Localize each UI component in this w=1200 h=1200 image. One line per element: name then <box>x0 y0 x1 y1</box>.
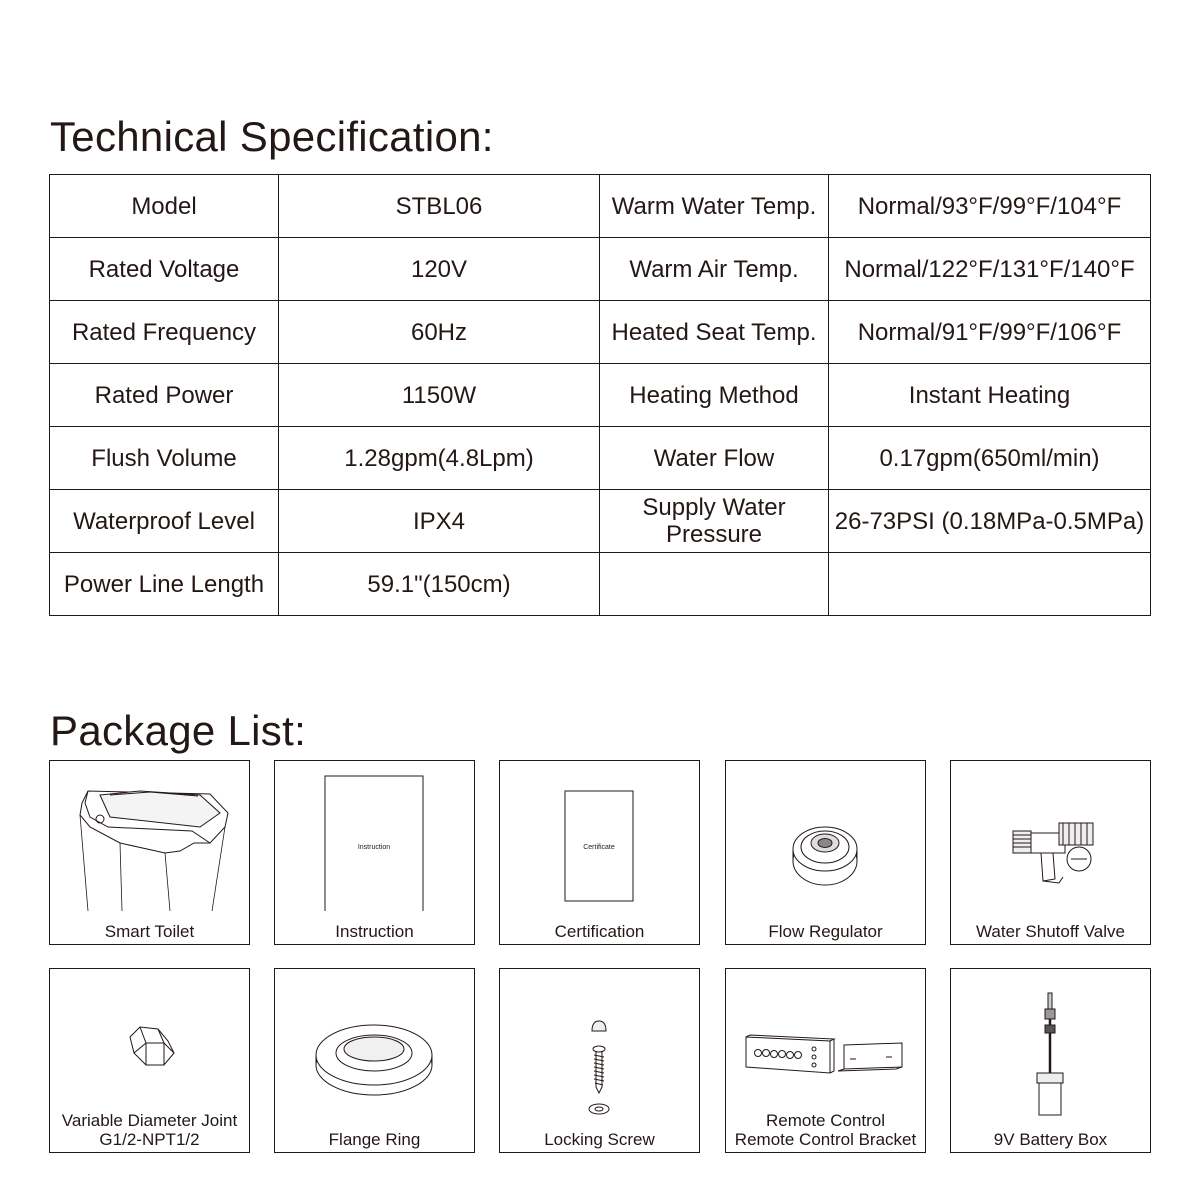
package-item-battery-box <box>950 968 1151 1153</box>
spec-empty-cell <box>600 553 829 616</box>
spec-table <box>49 174 1151 616</box>
spec-label: Heated Seat Temp. <box>600 301 829 364</box>
spec-label: Rated Frequency <box>50 301 279 364</box>
package-item-flange-ring <box>274 968 475 1153</box>
item-label-line: Instruction <box>335 922 414 941</box>
package-item-label <box>500 1130 699 1149</box>
item-label-line: G1/2-NPT1/2 <box>99 1130 200 1149</box>
spec-value: 1.28gpm(4.8Lpm) <box>279 427 600 490</box>
spec-value: 120V <box>279 238 600 301</box>
spec-label: Warm Water Temp. <box>600 175 829 238</box>
spec-value: Normal/93°F/99°F/104°F <box>829 175 1151 238</box>
spec-empty-cell <box>829 553 1151 616</box>
certificate-icon <box>500 761 698 911</box>
spec-label: Model <box>50 175 279 238</box>
item-label-line: Flow Regulator <box>768 922 883 941</box>
package-item-label <box>50 922 249 941</box>
item-label-line: Remote Control Bracket <box>734 1130 917 1149</box>
table-row <box>50 427 1151 490</box>
package-item-instruction <box>274 760 475 945</box>
remote-control-icon <box>726 969 924 1119</box>
spec-label: Waterproof Level <box>50 490 279 553</box>
spec-value: IPX4 <box>279 490 600 553</box>
table-row <box>50 175 1151 238</box>
table-row <box>50 553 1151 616</box>
package-item-flow-regulator <box>725 760 926 945</box>
locking-screw-icon <box>500 969 698 1119</box>
spec-value: 60Hz <box>279 301 600 364</box>
package-item-label <box>726 1111 925 1149</box>
flow-regulator-icon <box>726 761 924 911</box>
spec-label: Power Line Length <box>50 553 279 616</box>
spec-label: Water Flow <box>600 427 829 490</box>
spec-value: STBL06 <box>279 175 600 238</box>
spec-value: 1150W <box>279 364 600 427</box>
hex-joint-icon <box>50 969 248 1119</box>
table-row <box>50 238 1151 301</box>
spec-value: Normal/122°F/131°F/140°F <box>829 238 1151 301</box>
spec-value: 0.17gpm(650ml/min) <box>829 427 1151 490</box>
spec-value: 59.1"(150cm) <box>279 553 600 616</box>
item-label-line: Water Shutoff Valve <box>976 922 1125 941</box>
package-item-label <box>500 922 699 941</box>
package-item-label <box>50 1111 249 1149</box>
item-label-line: Variable Diameter Joint <box>61 1111 238 1130</box>
package-item-certification <box>499 760 700 945</box>
spec-label: Supply Water Pressure <box>600 490 829 553</box>
spec-label: Warm Air Temp. <box>600 238 829 301</box>
flange-ring-icon <box>275 969 473 1119</box>
package-item-label <box>275 1130 474 1149</box>
certificate-text: Certificate <box>583 844 615 851</box>
package-item-locking-screw <box>499 968 700 1153</box>
item-label-line: Certification <box>554 922 645 941</box>
package-heading: Package List: <box>50 707 307 754</box>
package-grid <box>49 760 1152 1153</box>
table-row <box>50 490 1151 553</box>
smart-toilet-icon <box>50 761 248 911</box>
package-item-smart-toilet <box>49 760 250 945</box>
battery-box-icon <box>951 969 1149 1119</box>
item-label-line: Remote Control <box>765 1111 886 1130</box>
item-label-line: Smart Toilet <box>104 922 195 941</box>
spec-label: Heating Method <box>600 364 829 427</box>
instruction-booklet-icon <box>275 761 473 911</box>
package-item-label <box>951 1130 1150 1149</box>
package-item-label <box>726 922 925 941</box>
spec-value: Normal/91°F/99°F/106°F <box>829 301 1151 364</box>
item-label-line: Flange Ring <box>328 1130 421 1149</box>
table-row <box>50 364 1151 427</box>
spec-value: Instant Heating <box>829 364 1151 427</box>
table-row <box>50 301 1151 364</box>
booklet-text: Instruction <box>357 844 391 851</box>
package-item-label <box>951 922 1150 941</box>
item-label-line: 9V Battery Box <box>993 1130 1108 1149</box>
spec-label: Rated Voltage <box>50 238 279 301</box>
package-item-shutoff-valve <box>950 760 1151 945</box>
spec-heading: Technical Specification: <box>50 113 494 160</box>
package-item-remote-control <box>725 968 926 1153</box>
spec-label: Rated Power <box>50 364 279 427</box>
spec-value: 26-73PSI (0.18MPa-0.5MPa) <box>829 490 1151 553</box>
shutoff-valve-icon <box>951 761 1149 911</box>
item-label-line: Locking Screw <box>544 1130 655 1149</box>
package-item-label <box>275 922 474 941</box>
spec-label: Flush Volume <box>50 427 279 490</box>
package-item-diameter-joint <box>49 968 250 1153</box>
